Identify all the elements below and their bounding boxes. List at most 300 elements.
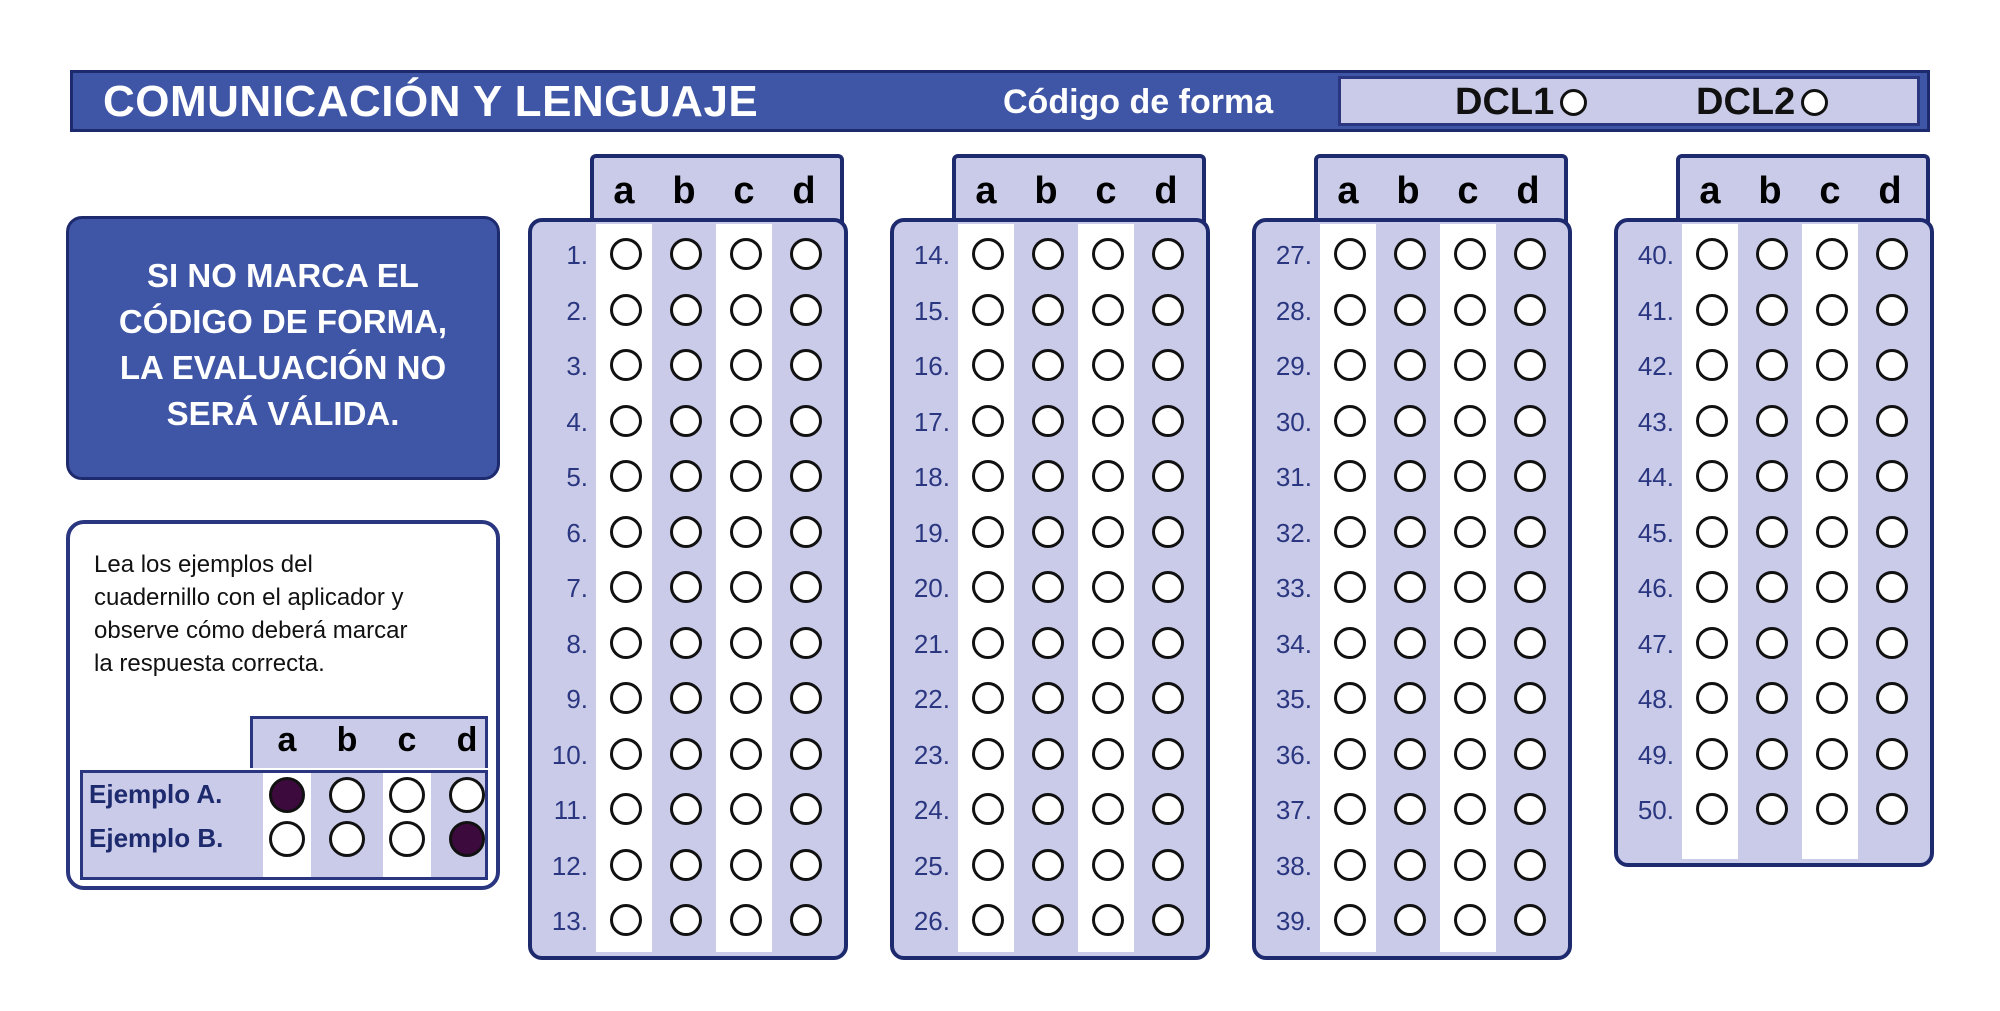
answer-bubble-c[interactable] <box>1816 405 1848 437</box>
answer-bubble-c[interactable] <box>1816 349 1848 381</box>
answer-bubble-c[interactable] <box>730 793 762 825</box>
answer-bubble-b[interactable] <box>1756 793 1788 825</box>
answer-bubble-c[interactable] <box>1454 238 1486 270</box>
question-row <box>1256 458 1568 494</box>
answer-bubble-d[interactable] <box>790 349 822 381</box>
question-number: 32. <box>1275 517 1312 548</box>
answer-bubble-d[interactable] <box>790 793 822 825</box>
answer-bubble-b[interactable] <box>670 349 702 381</box>
question-row <box>894 625 1206 661</box>
option-letter-b: b <box>672 170 696 212</box>
answer-bubble-a[interactable] <box>972 516 1004 548</box>
answer-bubble-a[interactable] <box>972 682 1004 714</box>
option-letter-d: d <box>1878 170 1902 212</box>
option-letter-a: a <box>1337 170 1359 212</box>
answer-bubble-b[interactable] <box>1756 294 1788 326</box>
form-code-bubble[interactable] <box>1560 89 1587 116</box>
form-code-option-dcl1[interactable] <box>1455 81 1587 124</box>
answer-bubble-d[interactable] <box>1876 793 1908 825</box>
answer-bubble-a[interactable] <box>1334 627 1366 659</box>
answer-bubble-b[interactable] <box>1756 349 1788 381</box>
question-row <box>532 236 844 272</box>
answer-bubble-a[interactable] <box>1334 682 1366 714</box>
question-number: 47. <box>1637 628 1674 659</box>
answer-bubble-b[interactable] <box>1032 849 1064 881</box>
answer-bubble-c[interactable] <box>730 738 762 770</box>
answer-bubble-d[interactable] <box>1876 571 1908 603</box>
answer-bubble-c[interactable] <box>1092 793 1124 825</box>
answer-bubble-c[interactable] <box>1454 849 1486 881</box>
answer-bubble-b[interactable] <box>1394 294 1426 326</box>
answer-bubble-a[interactable] <box>610 682 642 714</box>
answer-bubble-d[interactable] <box>1152 738 1184 770</box>
answer-bubble-d[interactable] <box>1152 349 1184 381</box>
answer-bubble-d[interactable] <box>1876 682 1908 714</box>
answer-bubble-a[interactable] <box>1334 516 1366 548</box>
answer-bubble-d[interactable] <box>1514 516 1546 548</box>
answer-bubble-d[interactable] <box>1876 405 1908 437</box>
answer-bubble-b[interactable] <box>670 571 702 603</box>
answer-bubble-b[interactable] <box>1756 627 1788 659</box>
answer-bubble-a[interactable] <box>972 904 1004 936</box>
answer-bubble-a[interactable] <box>1696 571 1728 603</box>
answer-column <box>1614 218 1934 867</box>
answer-bubble-d[interactable] <box>1876 294 1908 326</box>
answer-bubble-d[interactable] <box>1514 738 1546 770</box>
answer-bubble-b[interactable] <box>1756 516 1788 548</box>
question-number: 30. <box>1275 406 1312 437</box>
answer-bubble-a[interactable] <box>972 793 1004 825</box>
answer-bubble-b[interactable] <box>1032 349 1064 381</box>
page-title: COMUNICACIÓN Y LENGUAJE <box>103 77 759 126</box>
answer-bubble-c[interactable] <box>1092 405 1124 437</box>
answer-bubble-a[interactable] <box>972 294 1004 326</box>
answer-bubble-b[interactable] <box>1032 793 1064 825</box>
answer-bubble-a[interactable] <box>1334 849 1366 881</box>
answer-bubble-c[interactable] <box>730 571 762 603</box>
question-row <box>894 680 1206 716</box>
answer-bubble-c[interactable] <box>1454 682 1486 714</box>
answer-bubble-b[interactable] <box>1756 238 1788 270</box>
option-letter-b: b <box>1034 170 1058 212</box>
example-label: Ejemplo A. <box>89 779 223 809</box>
answer-bubble-c[interactable] <box>1092 682 1124 714</box>
answer-bubble-c[interactable] <box>1816 571 1848 603</box>
answer-bubble-d[interactable] <box>790 405 822 437</box>
answer-bubble-b[interactable] <box>670 294 702 326</box>
answer-bubble-b[interactable] <box>1394 627 1426 659</box>
option-letter-a: a <box>975 170 997 212</box>
answer-bubble-b[interactable] <box>1394 738 1426 770</box>
question-number: 21. <box>913 628 950 659</box>
answer-bubble-b[interactable] <box>1756 405 1788 437</box>
answer-bubble-c[interactable] <box>1454 627 1486 659</box>
answer-bubble-b[interactable] <box>1032 738 1064 770</box>
answer-bubble-a[interactable] <box>972 405 1004 437</box>
answer-bubble-c[interactable] <box>1092 349 1124 381</box>
answer-bubble-c[interactable] <box>1454 405 1486 437</box>
answer-bubble-b[interactable] <box>670 238 702 270</box>
answer-bubble-a[interactable] <box>1334 294 1366 326</box>
answer-bubble-a[interactable] <box>1334 904 1366 936</box>
question-row <box>1618 791 1930 827</box>
answer-bubble-c[interactable] <box>1092 460 1124 492</box>
answer-bubble-b[interactable] <box>670 516 702 548</box>
answer-bubble-a[interactable] <box>1334 405 1366 437</box>
answer-column <box>890 218 1210 960</box>
answer-bubble-d[interactable] <box>790 460 822 492</box>
question-number: 19. <box>913 517 950 548</box>
question-row <box>532 680 844 716</box>
answer-bubble-d[interactable] <box>1514 627 1546 659</box>
answer-bubble-c[interactable] <box>1816 460 1848 492</box>
answer-bubble-a[interactable] <box>610 849 642 881</box>
instructions-text <box>94 548 494 680</box>
question-number: 35. <box>1275 684 1312 714</box>
answer-bubble-d[interactable] <box>1514 238 1546 270</box>
example-option-letter: d <box>456 721 478 759</box>
answer-bubble-b[interactable] <box>1394 571 1426 603</box>
question-row <box>532 347 844 383</box>
answer-bubble-c[interactable] <box>1454 349 1486 381</box>
answer-bubble-a[interactable] <box>610 516 642 548</box>
answer-bubble-a[interactable] <box>610 627 642 659</box>
answer-bubble-c[interactable] <box>730 849 762 881</box>
answer-bubble-c[interactable] <box>730 904 762 936</box>
answer-bubble-d[interactable] <box>790 571 822 603</box>
question-number: 49. <box>1637 739 1674 770</box>
option-letter-d: d <box>792 170 816 212</box>
question-number: 12. <box>551 850 588 881</box>
question-row <box>1256 403 1568 439</box>
answer-bubble-d[interactable] <box>1514 405 1546 437</box>
answer-bubble-d[interactable] <box>790 627 822 659</box>
example-label: Ejemplo B. <box>89 823 224 853</box>
answer-bubble-c[interactable] <box>730 516 762 548</box>
question-number: 18. <box>913 462 950 492</box>
answer-bubble-a[interactable] <box>610 405 642 437</box>
answer-bubble-a[interactable] <box>1334 460 1366 492</box>
warning-line: LA EVALUACIÓN NO <box>119 349 447 386</box>
answer-bubble-d[interactable] <box>790 849 822 881</box>
warning-line: CÓDIGO DE FORMA, <box>118 303 448 340</box>
question-number: 1. <box>566 240 588 270</box>
question-row <box>894 569 1206 605</box>
answer-bubble-d[interactable] <box>1514 849 1546 881</box>
answer-bubble-b[interactable] <box>1032 516 1064 548</box>
question-number: 42. <box>1637 351 1674 381</box>
answer-bubble-a[interactable] <box>610 294 642 326</box>
answer-bubble-c[interactable] <box>1092 294 1124 326</box>
question-row <box>532 625 844 661</box>
answer-bubble-a[interactable] <box>972 738 1004 770</box>
warning-line: SI NO MARCA EL <box>147 257 419 294</box>
option-letter-c: c <box>1095 170 1117 212</box>
example-grid <box>80 770 488 880</box>
option-letter-b: b <box>1396 170 1420 212</box>
answer-bubble-b[interactable] <box>1394 516 1426 548</box>
answer-bubble-b[interactable] <box>670 405 702 437</box>
form-code-box <box>1338 76 1920 126</box>
answer-bubble-d[interactable] <box>1876 349 1908 381</box>
answer-bubble-d[interactable] <box>1152 682 1184 714</box>
answer-bubble-d[interactable] <box>1152 238 1184 270</box>
example-bubble-b <box>329 821 365 857</box>
question-number: 13. <box>551 906 588 936</box>
answer-bubble-d[interactable] <box>1152 627 1184 659</box>
example-bubble-a <box>269 777 305 813</box>
answer-bubble-b[interactable] <box>1756 738 1788 770</box>
answer-bubble-b[interactable] <box>1394 349 1426 381</box>
answer-bubble-c[interactable] <box>1816 238 1848 270</box>
answer-bubble-a[interactable] <box>1334 571 1366 603</box>
question-number: 37. <box>1275 795 1312 825</box>
answer-bubble-b[interactable] <box>1032 571 1064 603</box>
answer-bubble-b[interactable] <box>1032 682 1064 714</box>
question-row <box>1256 902 1568 938</box>
answer-bubble-c[interactable] <box>730 627 762 659</box>
answer-bubble-c[interactable] <box>1092 738 1124 770</box>
answer-bubble-a[interactable] <box>972 571 1004 603</box>
option-letter-b: b <box>1758 170 1782 212</box>
answer-bubble-c[interactable] <box>1816 738 1848 770</box>
answer-bubble-d[interactable] <box>1514 904 1546 936</box>
answer-bubble-a[interactable] <box>1696 460 1728 492</box>
answer-bubble-c[interactable] <box>1454 904 1486 936</box>
answer-bubble-b[interactable] <box>670 460 702 492</box>
answer-bubble-b[interactable] <box>1394 849 1426 881</box>
answer-bubble-a[interactable] <box>1696 238 1728 270</box>
answer-bubble-c[interactable] <box>730 294 762 326</box>
answer-bubble-c[interactable] <box>1092 904 1124 936</box>
answer-bubble-b[interactable] <box>1032 904 1064 936</box>
answer-bubble-c[interactable] <box>1092 627 1124 659</box>
answer-bubble-a[interactable] <box>610 238 642 270</box>
option-letter-a: a <box>1699 170 1721 212</box>
answer-bubble-b[interactable] <box>670 682 702 714</box>
answer-bubble-d[interactable] <box>1514 349 1546 381</box>
warning-line: SERÁ VÁLIDA. <box>166 395 400 432</box>
question-number: 48. <box>1637 684 1674 714</box>
answer-bubble-c[interactable] <box>1816 516 1848 548</box>
answer-bubble-d[interactable] <box>1876 238 1908 270</box>
answer-bubble-a[interactable] <box>610 349 642 381</box>
answer-bubble-c[interactable] <box>1454 294 1486 326</box>
answer-bubble-b[interactable] <box>1394 682 1426 714</box>
answer-bubble-a[interactable] <box>1696 405 1728 437</box>
answer-bubble-b[interactable] <box>1394 238 1426 270</box>
question-number: 44. <box>1637 462 1674 492</box>
question-number: 46. <box>1637 573 1674 603</box>
answer-bubble-a[interactable] <box>972 460 1004 492</box>
question-number: 5. <box>566 462 588 492</box>
question-number: 4. <box>566 406 588 437</box>
answer-bubble-b[interactable] <box>1756 571 1788 603</box>
question-number: 39. <box>1275 906 1312 936</box>
answer-bubble-b[interactable] <box>1394 405 1426 437</box>
question-row <box>1618 625 1930 661</box>
answer-bubble-d[interactable] <box>1152 294 1184 326</box>
answer-bubble-c[interactable] <box>730 349 762 381</box>
answer-bubble-d[interactable] <box>1152 405 1184 437</box>
answer-bubble-a[interactable] <box>1334 793 1366 825</box>
answer-bubble-b[interactable] <box>1032 294 1064 326</box>
answer-bubble-d[interactable] <box>1152 904 1184 936</box>
answer-bubble-b[interactable] <box>1032 460 1064 492</box>
answer-bubble-a[interactable] <box>1696 682 1728 714</box>
answer-bubble-d[interactable] <box>1876 460 1908 492</box>
question-row <box>1618 347 1930 383</box>
question-number: 15. <box>913 295 950 326</box>
question-number: 27. <box>1275 240 1312 270</box>
answer-bubble-b[interactable] <box>670 738 702 770</box>
answer-bubble-c[interactable] <box>730 238 762 270</box>
answer-bubble-a[interactable] <box>1696 294 1728 326</box>
answer-bubble-d[interactable] <box>790 294 822 326</box>
question-row <box>894 902 1206 938</box>
answer-bubble-a[interactable] <box>1696 349 1728 381</box>
answer-bubble-d[interactable] <box>1152 460 1184 492</box>
answer-bubble-b[interactable] <box>1756 460 1788 492</box>
answer-bubble-a[interactable] <box>610 571 642 603</box>
option-letter-a: a <box>613 170 635 212</box>
question-number: 24. <box>913 795 950 825</box>
answer-bubble-a[interactable] <box>972 849 1004 881</box>
answer-bubble-d[interactable] <box>1514 793 1546 825</box>
question-number: 10. <box>551 739 588 770</box>
answer-bubble-d[interactable] <box>1514 682 1546 714</box>
example-bubble-d <box>449 821 485 857</box>
answer-bubble-c[interactable] <box>730 405 762 437</box>
question-row <box>894 514 1206 550</box>
question-row <box>894 292 1206 328</box>
answer-bubble-d[interactable] <box>790 238 822 270</box>
example-bubble-c <box>389 821 425 857</box>
answer-bubble-d[interactable] <box>790 682 822 714</box>
answer-bubble-c[interactable] <box>1092 516 1124 548</box>
question-row <box>532 902 844 938</box>
answer-bubble-d[interactable] <box>1152 793 1184 825</box>
question-row <box>894 347 1206 383</box>
answer-bubble-b[interactable] <box>1032 627 1064 659</box>
answer-bubble-a[interactable] <box>1696 516 1728 548</box>
answer-bubble-c[interactable] <box>730 460 762 492</box>
question-number: 8. <box>566 628 588 659</box>
answer-bubble-b[interactable] <box>1394 460 1426 492</box>
answer-bubble-c[interactable] <box>1454 460 1486 492</box>
answer-bubble-a[interactable] <box>1334 738 1366 770</box>
answer-bubble-c[interactable] <box>1454 793 1486 825</box>
answer-bubble-c[interactable] <box>1454 516 1486 548</box>
answer-bubble-b[interactable] <box>670 627 702 659</box>
question-row <box>1256 292 1568 328</box>
answer-bubble-c[interactable] <box>1816 294 1848 326</box>
answer-bubble-d[interactable] <box>1514 571 1546 603</box>
question-row <box>532 292 844 328</box>
form-code-bubble[interactable] <box>1801 89 1828 116</box>
form-code-option-dcl2[interactable] <box>1696 81 1828 124</box>
answer-bubble-d[interactable] <box>790 738 822 770</box>
answer-bubble-c[interactable] <box>1092 238 1124 270</box>
answer-bubble-d[interactable] <box>1876 627 1908 659</box>
answer-bubble-d[interactable] <box>1152 571 1184 603</box>
answer-bubble-d[interactable] <box>1152 849 1184 881</box>
instructions-line: observe cómo deberá marcar <box>94 617 408 644</box>
instructions-line: Lea los ejemplos del <box>94 551 313 578</box>
answer-bubble-c[interactable] <box>1816 627 1848 659</box>
answer-bubble-a[interactable] <box>1334 349 1366 381</box>
question-number: 26. <box>913 906 950 936</box>
question-row <box>894 847 1206 883</box>
question-row <box>1618 514 1930 550</box>
answer-bubble-a[interactable] <box>1696 738 1728 770</box>
answer-bubble-b[interactable] <box>670 904 702 936</box>
answer-bubble-d[interactable] <box>790 904 822 936</box>
answer-bubble-a[interactable] <box>1696 793 1728 825</box>
instructions-line: la respuesta correcta. <box>94 650 325 677</box>
question-row <box>1256 791 1568 827</box>
answer-bubble-b[interactable] <box>670 849 702 881</box>
question-row <box>532 403 844 439</box>
answer-bubble-d[interactable] <box>1876 738 1908 770</box>
question-row <box>532 458 844 494</box>
answer-bubble-b[interactable] <box>670 793 702 825</box>
answer-bubble-d[interactable] <box>1514 294 1546 326</box>
answer-bubble-d[interactable] <box>790 516 822 548</box>
example-bubble-c <box>389 777 425 813</box>
answer-bubble-c[interactable] <box>730 682 762 714</box>
answer-bubble-a[interactable] <box>610 793 642 825</box>
question-number: 17. <box>913 406 950 437</box>
answer-bubble-a[interactable] <box>610 460 642 492</box>
instructions-box <box>66 520 500 890</box>
answer-bubble-d[interactable] <box>1514 460 1546 492</box>
answer-bubble-a[interactable] <box>1334 238 1366 270</box>
answer-bubble-b[interactable] <box>1032 405 1064 437</box>
answer-bubble-b[interactable] <box>1756 682 1788 714</box>
question-row <box>1618 403 1930 439</box>
answer-bubble-c[interactable] <box>1454 571 1486 603</box>
answer-bubble-c[interactable] <box>1092 849 1124 881</box>
answer-column <box>1252 218 1572 960</box>
answer-bubble-a[interactable] <box>1696 627 1728 659</box>
answer-bubble-a[interactable] <box>610 738 642 770</box>
answer-bubble-a[interactable] <box>972 238 1004 270</box>
answer-bubble-b[interactable] <box>1394 793 1426 825</box>
question-number: 36. <box>1275 739 1312 770</box>
answer-bubble-b[interactable] <box>1394 904 1426 936</box>
question-number: 43. <box>1637 406 1674 437</box>
example-bubble-d <box>449 777 485 813</box>
question-row <box>1256 347 1568 383</box>
answer-bubble-a[interactable] <box>972 627 1004 659</box>
answer-bubble-a[interactable] <box>610 904 642 936</box>
answer-bubble-c[interactable] <box>1092 571 1124 603</box>
question-row <box>1618 569 1930 605</box>
answer-bubble-c[interactable] <box>1454 738 1486 770</box>
question-number: 2. <box>566 295 588 326</box>
answer-bubble-c[interactable] <box>1816 793 1848 825</box>
example-options-header <box>250 716 488 768</box>
answer-bubble-a[interactable] <box>972 349 1004 381</box>
answer-bubble-d[interactable] <box>1152 516 1184 548</box>
option-letter-c: c <box>1457 170 1479 212</box>
answer-bubble-d[interactable] <box>1876 516 1908 548</box>
answer-bubble-c[interactable] <box>1816 682 1848 714</box>
answer-bubble-b[interactable] <box>1032 238 1064 270</box>
question-row <box>1256 625 1568 661</box>
example-option-letter: b <box>336 721 358 759</box>
